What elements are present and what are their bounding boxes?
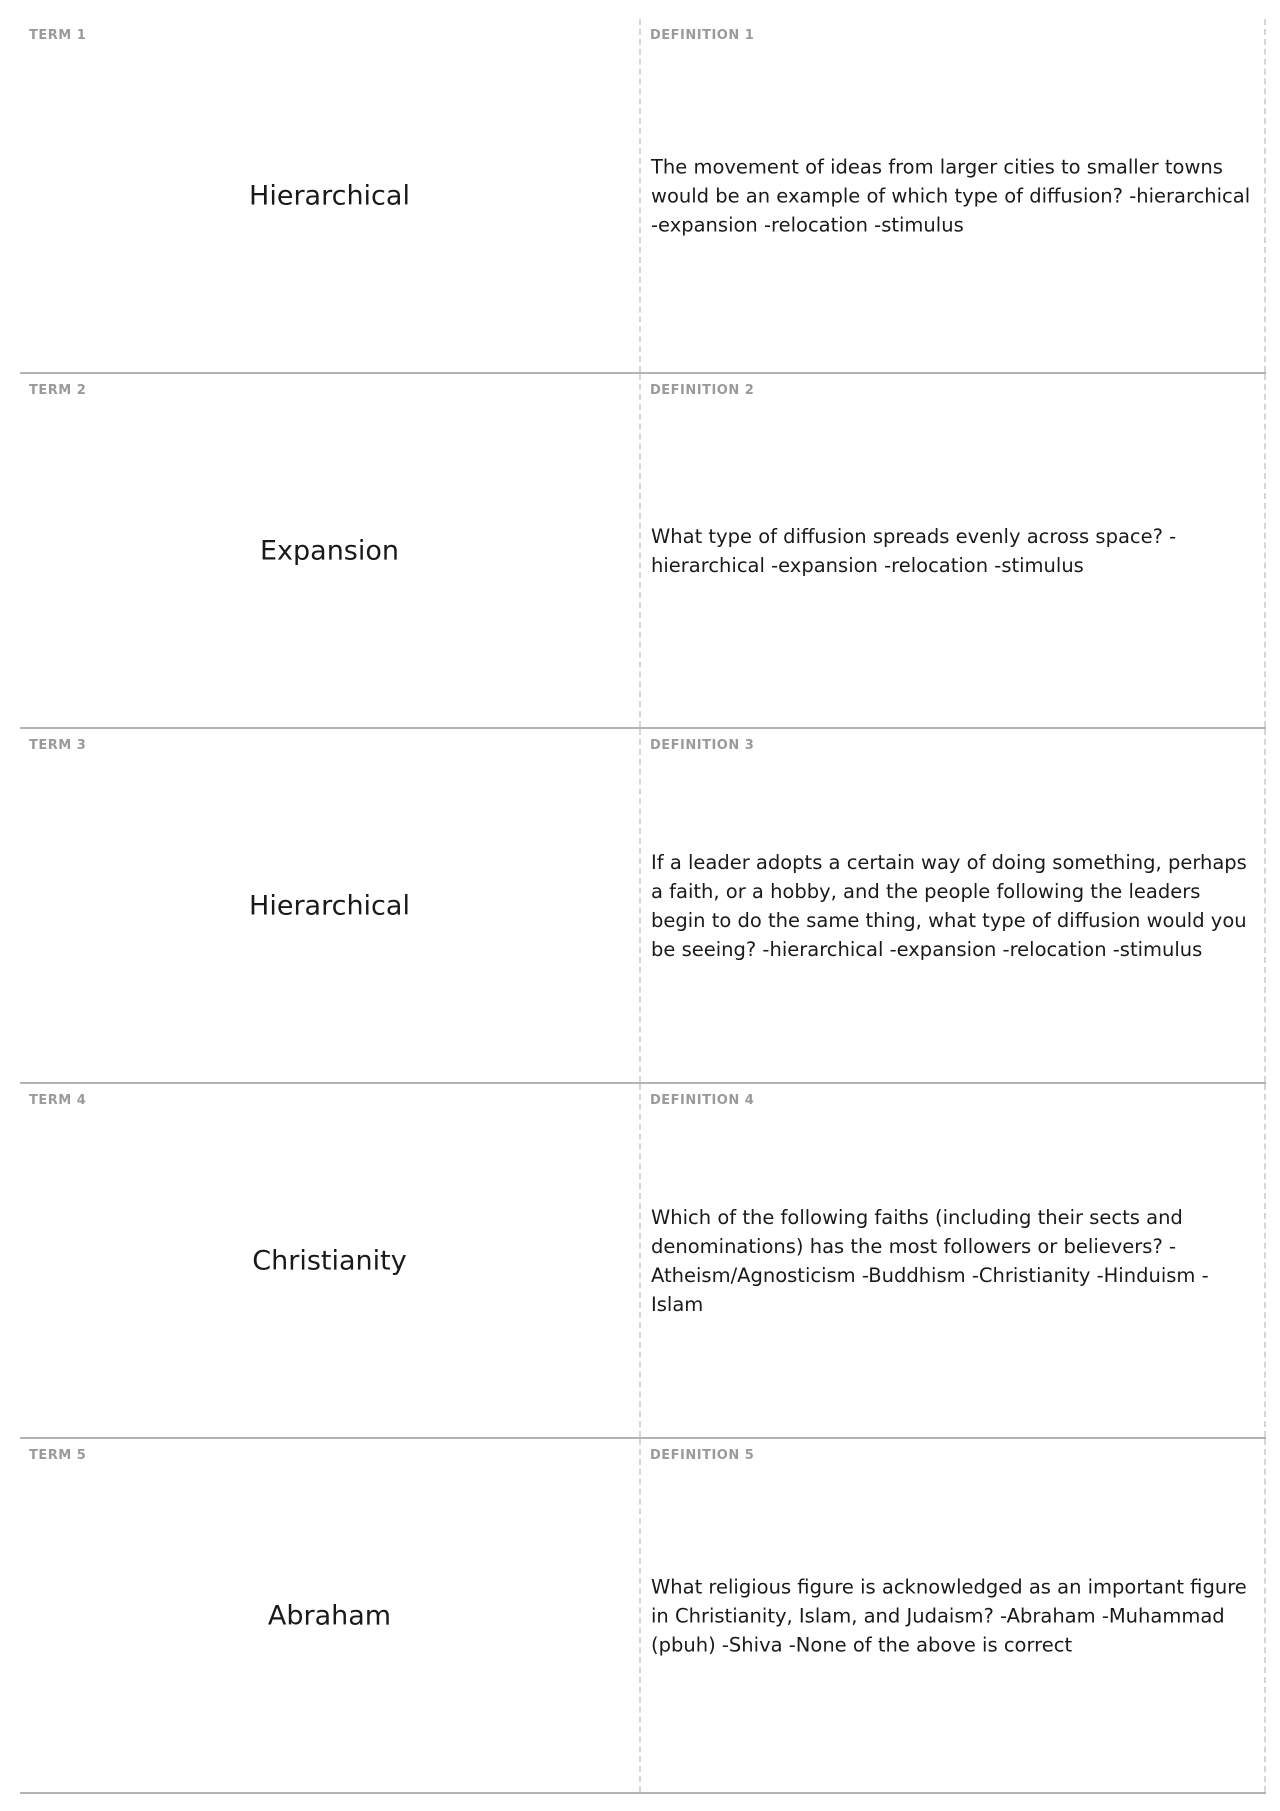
term-text: Abraham bbox=[267, 1600, 392, 1631]
term-text: Hierarchical bbox=[249, 890, 410, 921]
definition-text: The movement of ideas from larger cities to smaller towns would be an example of which type of diffusion? -hierarchical -expansion -relocation -stimulus bbox=[651, 155, 1251, 236]
card-row-2 bbox=[20, 374, 1266, 729]
definition-text: What religious figure is acknowledged as an important figure in Christianity, Islam, and Judaism? -Abraham -Muhammad (pbuh) -Shiva -None of the above is correct bbox=[651, 1575, 1247, 1656]
term-cell bbox=[20, 1439, 641, 1792]
flashcard-sheet bbox=[20, 19, 1266, 1794]
term-label: TERM 2 bbox=[29, 383, 87, 398]
term-text: Hierarchical bbox=[249, 180, 410, 211]
term-cell bbox=[20, 19, 641, 372]
definition-label: DEFINITION 4 bbox=[650, 1093, 755, 1108]
definition-label: DEFINITION 3 bbox=[650, 738, 755, 753]
definition-text: Which of the following faiths (including their sects and denominations) has the most followers or believers? -Atheism/Agnosticism -Buddhism -Christianity -Hinduism -Islam bbox=[651, 1205, 1209, 1316]
card-row-4 bbox=[20, 1084, 1266, 1439]
term-cell bbox=[20, 374, 641, 727]
card-row-5 bbox=[20, 1439, 1266, 1794]
term-cell bbox=[20, 729, 641, 1082]
definition-label: DEFINITION 5 bbox=[650, 1448, 755, 1463]
definition-cell bbox=[641, 729, 1266, 1082]
definition-cell bbox=[641, 19, 1266, 372]
card-row-1 bbox=[20, 19, 1266, 374]
term-text: Christianity bbox=[252, 1245, 407, 1276]
definition-label: DEFINITION 1 bbox=[650, 28, 755, 43]
term-label: TERM 4 bbox=[29, 1093, 87, 1108]
term-label: TERM 3 bbox=[29, 738, 87, 753]
term-cell bbox=[20, 1084, 641, 1437]
term-label: TERM 5 bbox=[29, 1448, 87, 1463]
definition-cell bbox=[641, 374, 1266, 727]
definition-text: What type of diffusion spreads evenly across space? -hierarchical -expansion -relocation -stimulus bbox=[651, 524, 1177, 577]
definition-text: If a leader adopts a certain way of doing something, perhaps a faith, or a hobby, and the people following the leaders begin to do the same thing, what type of diffusion would you be seeing? -hierarchical -expansion -relocation -stimulus bbox=[651, 850, 1247, 961]
definition-cell bbox=[641, 1439, 1266, 1792]
definition-label: DEFINITION 2 bbox=[650, 383, 755, 398]
card-row-3 bbox=[20, 729, 1266, 1084]
definition-cell bbox=[641, 1084, 1266, 1437]
term-text: Expansion bbox=[259, 535, 400, 566]
term-label: TERM 1 bbox=[29, 28, 87, 43]
